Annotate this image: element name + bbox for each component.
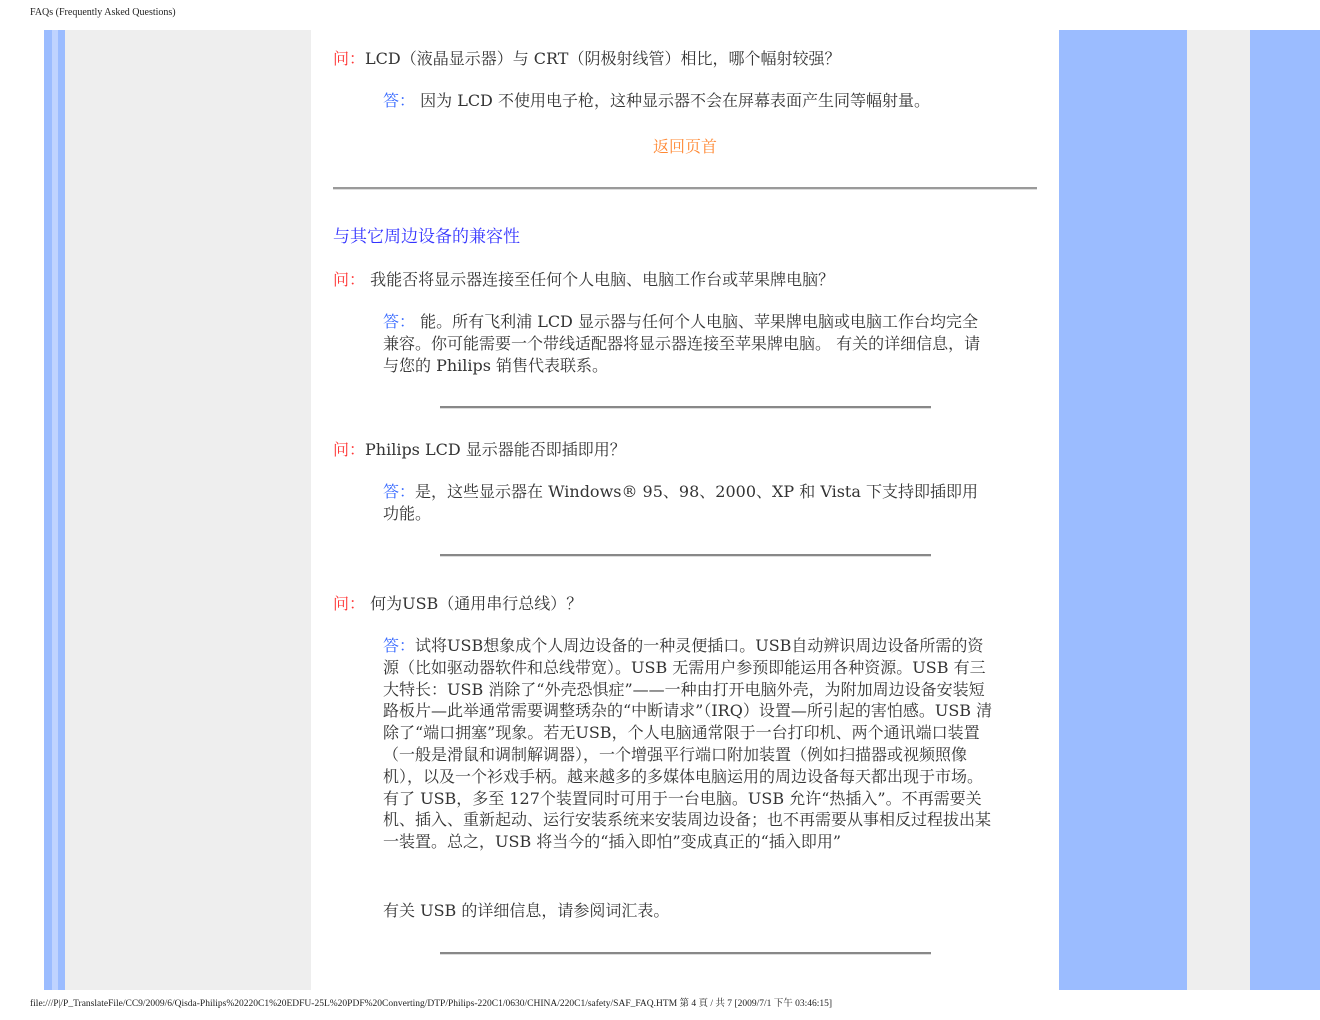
- question-text: Philips LCD 显示器能否即插即用？: [365, 440, 626, 459]
- faq-question: [333, 46, 840, 69]
- right-blue-band: [1059, 30, 1187, 990]
- faq-answer-extra: 有关 USB 的详细信息，请参阅词汇表。: [383, 901, 670, 920]
- question-label: 问：: [333, 270, 366, 289]
- faq-divider: [440, 952, 931, 955]
- section-divider: [333, 187, 1037, 190]
- question-text: LCD（液晶显示器）与 CRT（阴极射线管）相比，哪个幅射较强？: [365, 49, 841, 68]
- faq-question: [333, 437, 626, 460]
- left-blue-band: [44, 30, 52, 990]
- answer-label: 答：: [383, 91, 416, 110]
- faq-answer: [383, 311, 993, 376]
- faq-question: [333, 267, 834, 290]
- section-title: 与其它周边设备的兼容性: [333, 227, 520, 247]
- page-footer-path: file:///P|/P_TranslateFile/CC9/2009/6/Qisda-Philips%20220C1%20EDFU-25L%20PDF%20Converting/DTP/Philips-220C1/0630/CHINA/220C1/safety/SAF_FAQ.HTM 第 4 頁 / 共 7 [2009/7/1 下午 03:46:15]: [30, 999, 833, 1009]
- answer-text: 能。所有飞利浦 LCD 显示器与任何个人电脑、苹果牌电脑或电脑工作台均完全兼容。你可能需要一个带线适配器将显示器连接至苹果牌电脑。 有关的详细信息，请与您的 Philips 销售代表联系。: [383, 312, 981, 375]
- back-to-top-link[interactable]: 返回页首: [652, 137, 717, 156]
- faq-question: [333, 591, 582, 614]
- right-gray-band: [1187, 30, 1250, 990]
- answer-label: 答：: [383, 482, 416, 501]
- left-gray-panel: [65, 30, 311, 990]
- question-label: 问：: [333, 49, 366, 68]
- faq-answer: [383, 481, 993, 525]
- question-label: 问：: [333, 440, 366, 459]
- faq-answer: [383, 90, 993, 112]
- answer-text: 是，这些显示器在 Windows® 95、98、2000、XP 和 Vista 下支持即插即用功能。: [383, 482, 978, 523]
- answer-text: 试将USB想象成个人周边设备的一种灵便插口。USB自动辨识周边设备所需的资源（比如驱动器软件和总线带宽）。USB 无需用户参预即能运用各种资源。USB 有三大特长：USB 消除了“外壳恐惧症”——一种由打开电脑外壳，为附加周边设备安装短路板片—此举通常需要调整琇杂的“中断请求”（IRQ）设置—所引起的害怕感。USB 清除了“端口拥塞”现象。若无USB，个人电脑通常限于一台打印机、两个通讯端口装置（一般是滑鼠和调制解调器），一个增强平行端口附加装置（例如扫描器或视频照像机），以及一个衫戏手柄。越来越多的多媒体电脑运用的周边设备每天都出现于市场。有了 USB，多至 127个装置同时可用于一台电脑。USB 允许“热插入”。不再需要关机、插入、重新起动、运行安装系统来安装周边设备；也不再需要从事相反过程拔出某一装置。总之，USB 将当今的“插入即怕”变成真正的“插入即用”: [383, 636, 993, 852]
- page-header-title: FAQs (Frequently Asked Questions): [30, 7, 176, 18]
- answer-label: 答：: [383, 312, 416, 331]
- left-blue-band-2: [58, 30, 65, 990]
- faq-divider: [440, 406, 931, 409]
- answer-text: 因为 LCD 不使用电子枪，这种显示器不会在屏幕表面产生同等幅射量。: [415, 91, 930, 110]
- answer-label: 答：: [383, 636, 416, 655]
- question-label: 问：: [333, 594, 366, 613]
- right-blue-band-2: [1250, 30, 1320, 990]
- question-text: 我能否将显示器连接至任何个人电脑、电脑工作台或苹果牌电脑？: [365, 270, 835, 289]
- question-text: 何为USB（通用串行总线）？: [365, 594, 583, 613]
- faq-divider: [440, 554, 931, 557]
- faq-answer: [383, 635, 993, 853]
